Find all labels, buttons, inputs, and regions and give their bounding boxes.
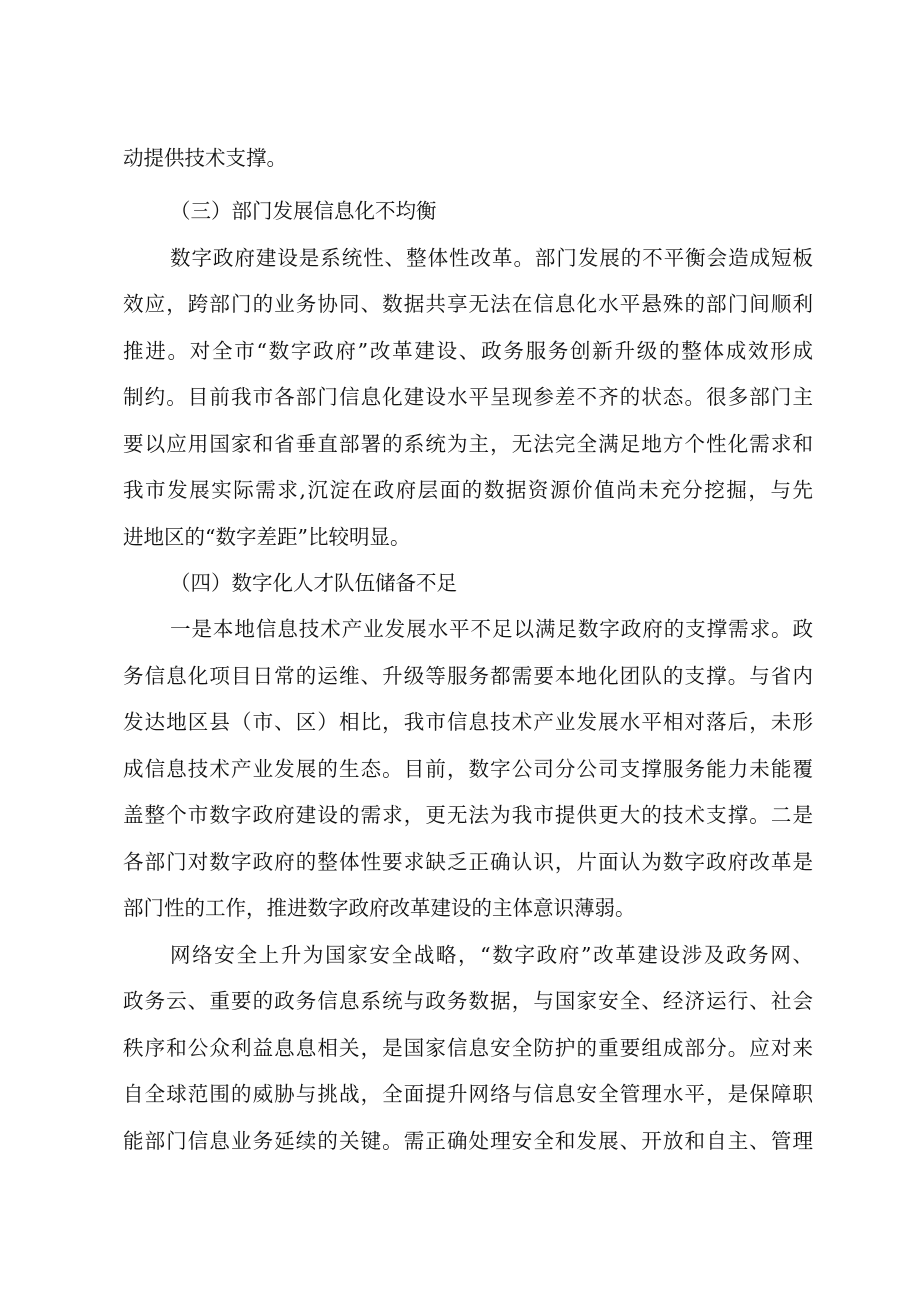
section-heading-3: （三）部门发展信息化不均衡 [170, 199, 437, 223]
paragraph-line: 各部门对数字政府的整体性要求缺乏正确认识，片面认为数字政府改革是 [123, 850, 813, 874]
paragraph-line: 秩序和公众利益息息相关，是国家信息安全防护的重要组成部分。应对来 [123, 1036, 813, 1060]
paragraph-line: 能部门信息业务延续的关键。需正确处理安全和发展、开放和自主、管理 [123, 1129, 813, 1153]
paragraph-line: 政务云、重要的政务信息系统与政务数据，与国家安全、经济运行、社会 [123, 989, 813, 1013]
paragraph-line: 自全球范围的威胁与挑战，全面提升网络与信息安全管理水平，是保障职 [123, 1082, 813, 1106]
paragraph-line: 部门性的工作，推进数字政府改革建设的主体意识薄弱。 [123, 896, 636, 920]
paragraph-line: 我市发展实际需求,沉淀在政府层面的数据资源价值尚未充分挖掘，与先 [123, 478, 813, 502]
paragraph-line: 一是本地信息技术产业发展水平不足以满足数字政府的支撑需求。政 [170, 617, 813, 641]
paragraph-line: 要以应用国家和省垂直部署的系统为主，无法完全满足地方个性化需求和 [123, 432, 813, 456]
paragraph-line: 推进。对全市“数字政府”改革建设、政务服务创新升级的整体成效形成 [123, 339, 813, 363]
paragraph-line: 动提供技术支撑。 [123, 146, 287, 170]
paragraph-line: 网络安全上升为国家安全战略，“数字政府”改革建设涉及政务网、 [170, 943, 813, 967]
paragraph-line: 盖整个市数字政府建设的需求，更无法为我市提供更大的技术支撑。二是 [123, 803, 813, 827]
paragraph-line: 数字政府建设是系统性、整体性改革。部门发展的不平衡会造成短板 [170, 246, 813, 270]
paragraph-line: 效应，跨部门的业务协同、数据共享无法在信息化水平悬殊的部门间顺利 [123, 292, 813, 316]
paragraph-line: 进地区的“数字差距”比较明显。 [123, 525, 411, 549]
paragraph-line: 务信息化项目日常的运维、升级等服务都需要本地化团队的支撑。与省内 [123, 664, 813, 688]
paragraph-line: 制约。目前我市各部门信息化建设水平呈现参差不齐的状态。很多部门主 [123, 385, 813, 409]
paragraph-line: 成信息技术产业发展的生态。目前，数字公司分公司支撑服务能力未能覆 [123, 757, 813, 781]
section-heading-4: （四）数字化人才队伍储备不足 [170, 571, 457, 595]
paragraph-line: 发达地区县（市、区）相比，我市信息技术产业发展水平相对落后，未形 [123, 710, 813, 734]
